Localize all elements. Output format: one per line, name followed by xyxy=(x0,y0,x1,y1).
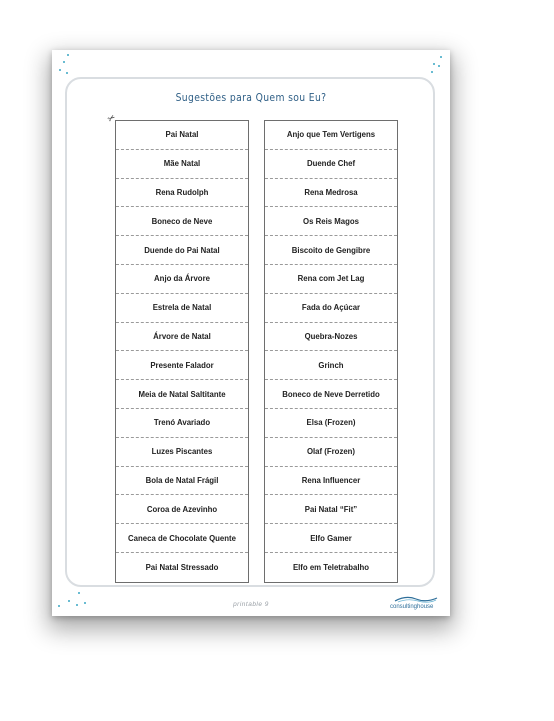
left-column xyxy=(115,120,249,583)
list-item: Duende do Pai Natal xyxy=(116,236,248,265)
list-item: Olaf (Frozen) xyxy=(265,438,397,467)
list-item: Luzes Piscantes xyxy=(116,438,248,467)
list-item: Coroa de Azevinho xyxy=(116,495,248,524)
list-item: Pai Natal Stressado xyxy=(145,562,219,572)
printable-page xyxy=(52,50,450,616)
list-item: Bola de Natal Frágil xyxy=(116,467,248,496)
list-item: Grinch xyxy=(265,351,397,380)
list-item: Rena Medrosa xyxy=(265,179,397,208)
right-column xyxy=(264,120,398,583)
page-number-label: printable 9 xyxy=(233,601,269,608)
list-item: Elfo em Teletrabalho xyxy=(292,562,370,572)
page-title: Sugestões para Quem sou Eu? xyxy=(175,92,327,104)
list-item: Anjo da Árvore xyxy=(116,265,248,294)
list-item: Os Reis Magos xyxy=(265,207,397,236)
list-item: Rena Influencer xyxy=(265,467,397,496)
list-item: Trenó Avariado xyxy=(116,409,248,438)
list-item: Biscoito de Gengibre xyxy=(265,236,397,265)
list-item: Boneco de Neve xyxy=(116,207,248,236)
list-item: Quebra-Nozes xyxy=(265,323,397,352)
list-item: Mãe Natal xyxy=(116,150,248,179)
decorative-dots-top-left xyxy=(57,53,77,73)
list-item: Elfo Gamer xyxy=(265,524,397,553)
list-item: Meia de Natal Saltitante xyxy=(116,380,248,409)
list-item: Duende Chef xyxy=(265,150,397,179)
list-item: Pai Natal xyxy=(116,121,248,150)
list-item: Elsa (Frozen) xyxy=(265,409,397,438)
scissors-icon: ✂ xyxy=(105,111,118,125)
list-item: Fada do Açúcar xyxy=(265,294,397,323)
list-item: Rena com Jet Lag xyxy=(265,265,397,294)
list-item: Boneco de Neve Derretido xyxy=(265,380,397,409)
list-item: Anjo que Tem Vertigens xyxy=(265,121,397,150)
list-item: Rena Rudolph xyxy=(116,179,248,208)
list-item: Pai Natal “Fit” xyxy=(265,495,397,524)
list-item: Estrela de Natal xyxy=(116,294,248,323)
list-item: Presente Falador xyxy=(116,351,248,380)
decorative-dots-top-right xyxy=(428,55,448,75)
wave-icon xyxy=(394,595,438,603)
list-item: Árvore de Natal xyxy=(116,323,248,352)
brand-logo xyxy=(390,595,446,613)
list-item: Caneca de Chocolate Quente xyxy=(116,524,248,553)
brand-name: consultinghouse xyxy=(390,604,434,610)
